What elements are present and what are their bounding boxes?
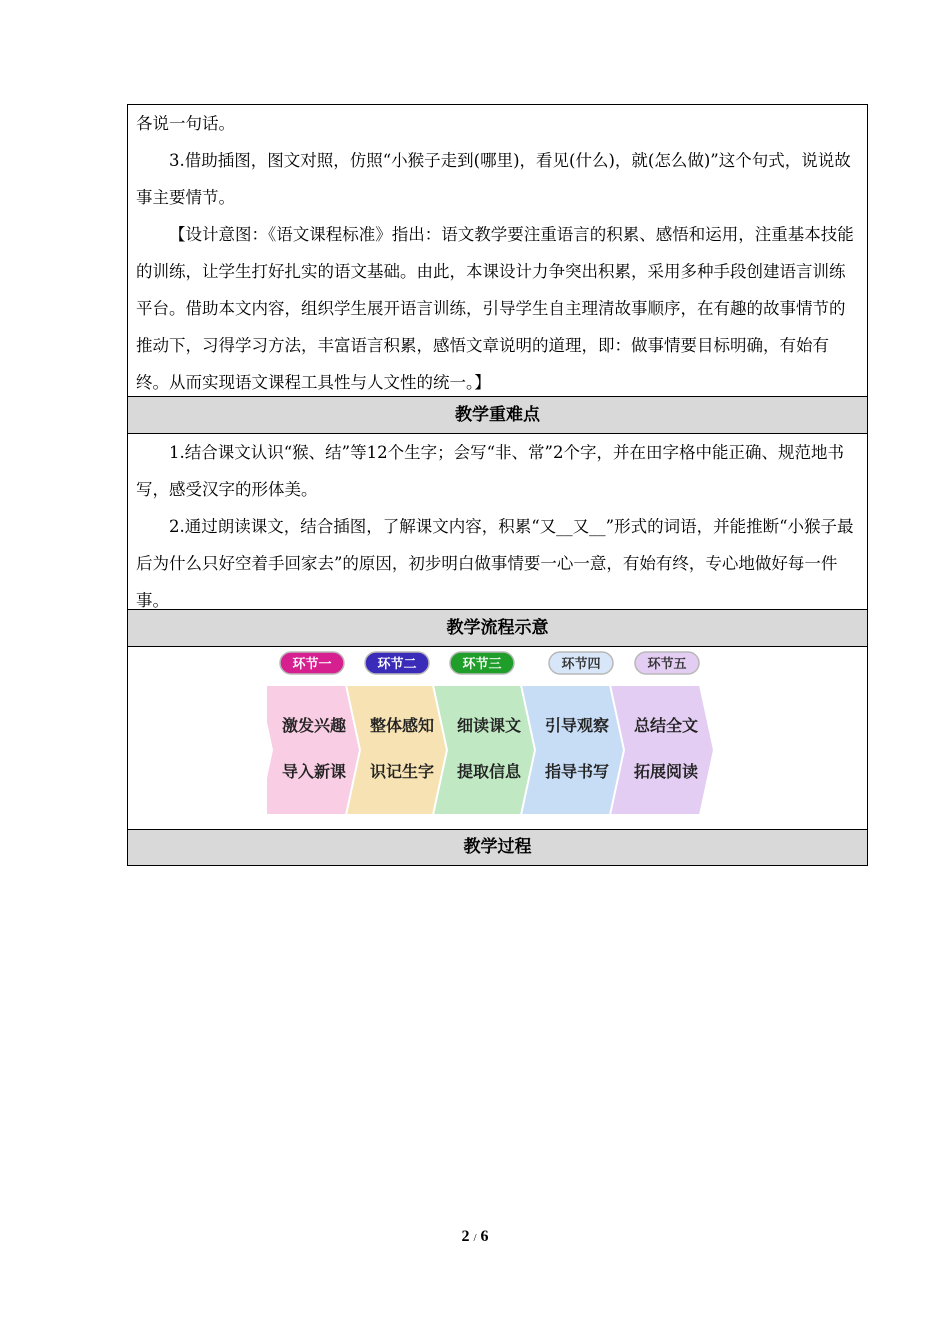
flow-diagram	[267, 647, 727, 830]
flow-tab-label: 环节四	[561, 657, 601, 672]
flow-diagram-cell	[128, 647, 867, 830]
flow-arrow	[267, 685, 362, 815]
section-title: 教学流程示意	[446, 618, 549, 638]
flow-step	[610, 652, 714, 815]
section-title: 教学过程	[463, 837, 532, 857]
flow-step-line1: 整体感知	[369, 716, 435, 735]
section-title: 教学重难点	[455, 405, 540, 425]
flow-step-line1: 总结全文	[633, 716, 699, 735]
paragraph: 3.借助插图，图文对照，仿照“小猴子走到(哪里)，看见(什么)，就(怎么做)”这个句式，说说故事主要情节。	[136, 151, 851, 207]
flow-step-line2: 拓展阅读	[633, 762, 699, 781]
key-points-cell	[128, 434, 867, 610]
design-intent-paragraph: 【设计意图：《语文课程标准》指出：语文教学要注重语言的积累、感悟和运用，注重基本技能的训练，让学生打好扎实的语文基础。由此，本课设计力争突出积累，采用多种手段创建语言训练平台。借助本文内容，组织学生展开语言训练，引导学生自主理清故事顺序，在有趣的故事情节的推动下，习得学习方法，丰富语言积累，感悟文章说明的道理，即：做事情要目标明确，有始有终。从而实现语文课程工具性与人文性的统一。】	[136, 225, 854, 392]
flow-step-line2: 提取信息	[456, 762, 522, 781]
flow-tab-label: 环节三	[462, 657, 502, 672]
flow-step	[267, 652, 362, 815]
paragraph: 各说一句话。	[136, 114, 235, 133]
flow-step	[521, 652, 625, 815]
page-separator: /	[473, 1232, 477, 1244]
total-pages: 6	[480, 1228, 489, 1245]
section-header-process	[128, 830, 867, 865]
paragraph: 1.结合课文认识“猴、结”等12个生字；会写“非、常”2个字，并在田字格中能正确、规范地书写，感受汉字的形体美。	[136, 443, 844, 499]
flow-step-line2: 指导书写	[544, 762, 610, 781]
section-header-flow	[128, 610, 867, 647]
flow-tab-label: 环节二	[377, 657, 417, 672]
flow-step	[346, 652, 450, 815]
flow-step-line1: 激发兴趣	[281, 716, 347, 735]
lesson-table	[127, 104, 868, 866]
section-header-key-points	[128, 397, 867, 434]
page-number	[0, 1228, 950, 1246]
flow-tab-label: 环节一	[292, 657, 332, 672]
flow-arrow	[346, 685, 450, 815]
flow-step-line2: 导入新课	[281, 762, 347, 781]
flow-arrow	[433, 685, 537, 815]
paragraph: 2.通过朗读课文，结合插图，了解课文内容，积累“又__又__”形式的词语，并能推断“小猴子最后为什么只好空着手回家去”的原因，初步明白做事情要一心一意，有始有终，专心地做好每一件事。	[136, 517, 854, 610]
content-cell	[128, 105, 867, 397]
flow-step-line1: 细读课文	[456, 716, 522, 735]
flow-step	[433, 652, 537, 815]
flow-arrow	[521, 685, 625, 815]
flow-arrow	[610, 685, 714, 815]
flow-step-line2: 识记生字	[369, 762, 435, 781]
flow-step-line1: 引导观察	[544, 716, 610, 735]
flow-tab-label: 环节五	[647, 657, 687, 672]
current-page: 2	[461, 1228, 470, 1245]
